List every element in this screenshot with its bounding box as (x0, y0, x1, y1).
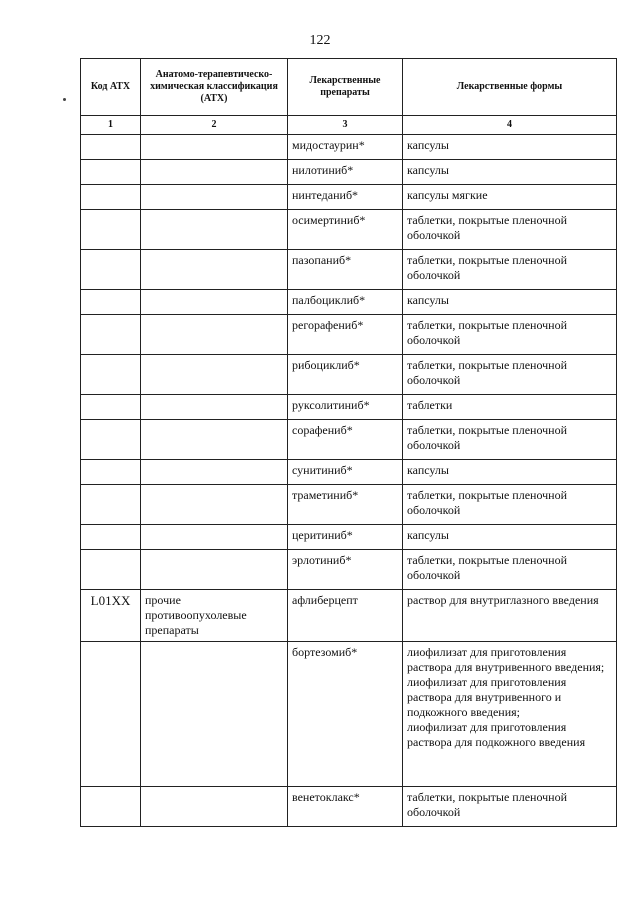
atc-class-cell (141, 290, 288, 315)
atc-code-cell (81, 315, 141, 355)
column-number: 2 (141, 116, 288, 135)
dosage-form-text: капсулы (407, 163, 449, 177)
table-row (81, 590, 617, 642)
drug-name-cell: регорафениб* (288, 315, 403, 355)
table-body (81, 135, 617, 827)
drug-name-cell: бортезомиб* (288, 642, 403, 787)
atc-class-cell (141, 460, 288, 485)
atc-class-cell (141, 550, 288, 590)
table-row (81, 485, 617, 525)
drug-name-cell: сорафениб* (288, 420, 403, 460)
dosage-form-cell (403, 485, 617, 525)
atc-code-cell (81, 160, 141, 185)
drug-name-cell: рибоциклиб* (288, 355, 403, 395)
table-header-row (81, 59, 617, 116)
atc-code-cell (81, 550, 141, 590)
dosage-form-text: капсулы (407, 293, 449, 307)
table-row (81, 550, 617, 590)
atc-class-cell (141, 185, 288, 210)
atc-code-cell (81, 787, 141, 827)
drug-name-cell: палбоциклиб* (288, 290, 403, 315)
header-drugs: Лекарственные препараты (288, 59, 403, 116)
dosage-form-cell (403, 355, 617, 395)
header-dosage-forms: Лекарственные формы (403, 59, 617, 116)
table-row (81, 642, 617, 787)
dosage-form-cell (403, 250, 617, 290)
dosage-form-text: таблетки, покрытые пленочной оболочкой (407, 553, 568, 582)
drug-name-cell: руксолитиниб* (288, 395, 403, 420)
header-atc-code: Код АТХ (81, 59, 141, 116)
atc-class-cell: прочие противоопухолевые препараты (141, 590, 288, 642)
dosage-form-cell (403, 420, 617, 460)
atc-code-cell (81, 485, 141, 525)
table-row (81, 290, 617, 315)
dosage-form-text: таблетки, покрытые пленочной оболочкой (407, 488, 568, 517)
atc-class-cell (141, 355, 288, 395)
dosage-form-text: таблетки (407, 398, 453, 412)
table-row (81, 210, 617, 250)
dosage-form-text: капсулы (407, 528, 449, 542)
atc-code-cell (81, 460, 141, 485)
dosage-form-text: таблетки, покрытые пленочной оболочкой (407, 213, 568, 242)
table-row (81, 787, 617, 827)
dosage-form-text: таблетки, покрытые пленочной оболочкой (407, 318, 568, 347)
dosage-form-text: лиофилизат для приготовления раствора для подкожного введения (407, 720, 586, 749)
atc-class-cell (141, 250, 288, 290)
dosage-form-cell (403, 642, 617, 787)
atc-class-cell (141, 642, 288, 787)
drug-name-cell: осимертиниб* (288, 210, 403, 250)
table-row (81, 460, 617, 485)
page-number: 122 (309, 33, 331, 48)
drug-name-cell: нинтеданиб* (288, 185, 403, 210)
dosage-form-cell (403, 525, 617, 550)
header-atc-classification: Анатомо-терапевтическо-химическая классификация (АТХ) (141, 59, 288, 116)
table-row (81, 525, 617, 550)
dosage-form-cell (403, 787, 617, 827)
column-number: 4 (403, 116, 617, 135)
dosage-form-cell (403, 550, 617, 590)
atc-class-cell (141, 210, 288, 250)
atc-class-cell (141, 395, 288, 420)
dosage-form-text: таблетки, покрытые пленочной оболочкой (407, 423, 568, 452)
atc-code-cell (81, 135, 141, 160)
dosage-form-text: лиофилизат для приготовления раствора для внутривенного введения; (407, 645, 605, 674)
drug-name-cell: эрлотиниб* (288, 550, 403, 590)
atc-code-cell (81, 355, 141, 395)
drug-name-cell: сунитиниб* (288, 460, 403, 485)
table-row (81, 135, 617, 160)
atc-code-cell (81, 420, 141, 460)
dosage-form-cell (403, 460, 617, 485)
drug-name-cell: нилотиниб* (288, 160, 403, 185)
atc-class-cell (141, 485, 288, 525)
drug-name-cell: мидостаурин* (288, 135, 403, 160)
dosage-form-cell (403, 135, 617, 160)
dosage-form-cell (403, 185, 617, 210)
atc-code-cell: L01XX (81, 590, 141, 642)
table-row (81, 160, 617, 185)
atc-class-cell (141, 525, 288, 550)
drug-name-cell: церитиниб* (288, 525, 403, 550)
drug-name-cell: траметиниб* (288, 485, 403, 525)
dosage-form-text: капсулы мягкие (407, 188, 488, 202)
atc-class-cell (141, 135, 288, 160)
dosage-form-cell (403, 160, 617, 185)
atc-code-cell (81, 185, 141, 210)
atc-code-cell (81, 250, 141, 290)
drug-name-cell: афлиберцепт (288, 590, 403, 642)
dosage-form-text: таблетки, покрытые пленочной оболочкой (407, 790, 568, 819)
dosage-form-text: таблетки, покрытые пленочной оболочкой (407, 358, 568, 387)
column-number: 1 (81, 116, 141, 135)
table-row (81, 250, 617, 290)
dosage-form-cell (403, 590, 617, 642)
scan-speck (63, 98, 66, 101)
table-row (81, 355, 617, 395)
drug-name-cell: венетоклакс* (288, 787, 403, 827)
column-number-row (81, 116, 617, 135)
table-row (81, 395, 617, 420)
table-row (81, 185, 617, 210)
dosage-form-cell (403, 210, 617, 250)
table-row (81, 315, 617, 355)
dosage-form-text: раствор для внутриглазного введения (407, 593, 599, 607)
dosage-form-text: капсулы (407, 138, 449, 152)
atc-class-cell (141, 160, 288, 185)
atc-code-cell (81, 210, 141, 250)
atc-class-cell (141, 420, 288, 460)
atc-class-cell (141, 787, 288, 827)
dosage-form-cell (403, 315, 617, 355)
dosage-form-text: таблетки, покрытые пленочной оболочкой (407, 253, 568, 282)
atc-drug-table (80, 58, 617, 827)
atc-code-cell (81, 642, 141, 787)
dosage-form-cell (403, 395, 617, 420)
column-number: 3 (288, 116, 403, 135)
atc-class-cell (141, 315, 288, 355)
atc-code-cell (81, 290, 141, 315)
dosage-form-text: лиофилизат для приготовления раствора для внутривенного и подкожного введения; (407, 675, 567, 719)
dosage-form-text: капсулы (407, 463, 449, 477)
atc-code-cell (81, 395, 141, 420)
table-row (81, 420, 617, 460)
drug-name-cell: пазопаниб* (288, 250, 403, 290)
atc-code-cell (81, 525, 141, 550)
dosage-form-cell (403, 290, 617, 315)
